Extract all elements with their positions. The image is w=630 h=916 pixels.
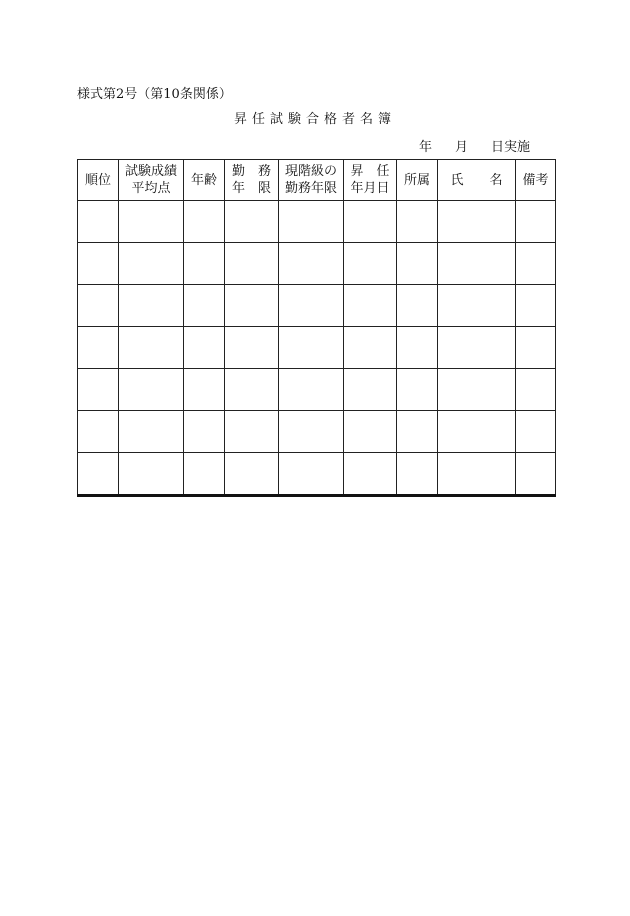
cell-affiliation[interactable] [397,411,438,453]
cell-rank[interactable] [78,327,119,369]
header-current-rank-years [279,160,344,201]
header-service-years-line1: 勤 務 [231,164,271,179]
cell-age[interactable] [184,327,225,369]
cell-affiliation[interactable] [397,453,438,496]
cell-rank[interactable] [78,201,119,243]
cell-current-rank-years[interactable] [279,243,344,285]
cell-affiliation[interactable] [397,285,438,327]
cell-exam-score[interactable] [119,327,184,369]
passers-roster-table [77,159,556,497]
cell-remarks[interactable] [516,285,556,327]
cell-service-years[interactable] [225,243,279,285]
cell-affiliation[interactable] [397,201,438,243]
cell-service-years[interactable] [225,201,279,243]
date-day-label: 日実施 [491,140,531,155]
header-full-name [438,160,516,201]
cell-exam-score[interactable] [119,243,184,285]
cell-full-name[interactable] [438,243,516,285]
cell-promotion-date[interactable] [344,327,397,369]
header-exam-score [119,160,184,201]
cell-promotion-date[interactable] [344,453,397,496]
cell-service-years[interactable] [225,327,279,369]
table-row [78,285,556,327]
header-service-years [225,160,279,201]
cell-full-name[interactable] [438,285,516,327]
header-remarks-label: 備考 [522,172,549,188]
cell-exam-score[interactable] [119,369,184,411]
table-body [78,201,556,496]
cell-current-rank-years[interactable] [279,369,344,411]
cell-affiliation[interactable] [397,243,438,285]
header-rank-label: 順位 [84,172,111,188]
form-number-label: 様式第2号（第10条関係） [77,87,232,102]
header-promotion-date [344,160,397,201]
cell-remarks[interactable] [516,453,556,496]
table-row [78,453,556,496]
header-exam-score-line1: 試験成績 [124,164,177,179]
header-affiliation [397,160,438,201]
header-age-label: 年齢 [190,172,217,188]
cell-service-years[interactable] [225,411,279,453]
cell-current-rank-years[interactable] [279,411,344,453]
cell-exam-score[interactable] [119,285,184,327]
cell-age[interactable] [184,285,225,327]
cell-rank[interactable] [78,243,119,285]
cell-service-years[interactable] [225,285,279,327]
header-rank [78,160,119,201]
cell-service-years[interactable] [225,369,279,411]
cell-remarks[interactable] [516,243,556,285]
cell-remarks[interactable] [516,201,556,243]
table-row [78,411,556,453]
cell-exam-score[interactable] [119,411,184,453]
date-month-label: 月 [455,140,469,155]
cell-current-rank-years[interactable] [279,327,344,369]
header-promotion-date-line2: 年月日 [350,181,390,196]
table-row [78,243,556,285]
document-title: 昇任試験合格者名簿 [233,112,396,127]
header-current-rank-years-line2: 勤務年限 [284,181,337,196]
table-header-row [78,160,556,201]
table-row [78,369,556,411]
cell-service-years[interactable] [225,453,279,496]
cell-age[interactable] [184,411,225,453]
cell-current-rank-years[interactable] [279,201,344,243]
header-exam-score-line2: 平均点 [131,181,171,196]
cell-promotion-date[interactable] [344,411,397,453]
cell-age[interactable] [184,453,225,496]
implementation-date-line [419,136,530,155]
cell-promotion-date[interactable] [344,243,397,285]
header-service-years-line2: 年 限 [231,181,271,196]
header-current-rank-years-line1: 現階級の [284,164,337,179]
cell-exam-score[interactable] [119,453,184,496]
header-affiliation-label: 所属 [403,172,430,188]
date-year-label: 年 [419,140,433,155]
header-full-name-label: 氏 名 [450,172,503,188]
cell-rank[interactable] [78,369,119,411]
cell-full-name[interactable] [438,327,516,369]
cell-remarks[interactable] [516,411,556,453]
cell-current-rank-years[interactable] [279,285,344,327]
cell-exam-score[interactable] [119,201,184,243]
cell-promotion-date[interactable] [344,285,397,327]
cell-remarks[interactable] [516,327,556,369]
cell-promotion-date[interactable] [344,201,397,243]
cell-full-name[interactable] [438,453,516,496]
cell-age[interactable] [184,243,225,285]
header-age [184,160,225,201]
cell-current-rank-years[interactable] [279,453,344,496]
cell-age[interactable] [184,369,225,411]
cell-rank[interactable] [78,453,119,496]
cell-full-name[interactable] [438,411,516,453]
cell-remarks[interactable] [516,369,556,411]
cell-full-name[interactable] [438,201,516,243]
cell-full-name[interactable] [438,369,516,411]
cell-rank[interactable] [78,285,119,327]
cell-affiliation[interactable] [397,327,438,369]
cell-affiliation[interactable] [397,369,438,411]
cell-rank[interactable] [78,411,119,453]
cell-age[interactable] [184,201,225,243]
header-promotion-date-line1: 昇 任 [350,164,390,179]
table-row [78,201,556,243]
header-remarks [516,160,556,201]
table-row [78,327,556,369]
cell-promotion-date[interactable] [344,369,397,411]
